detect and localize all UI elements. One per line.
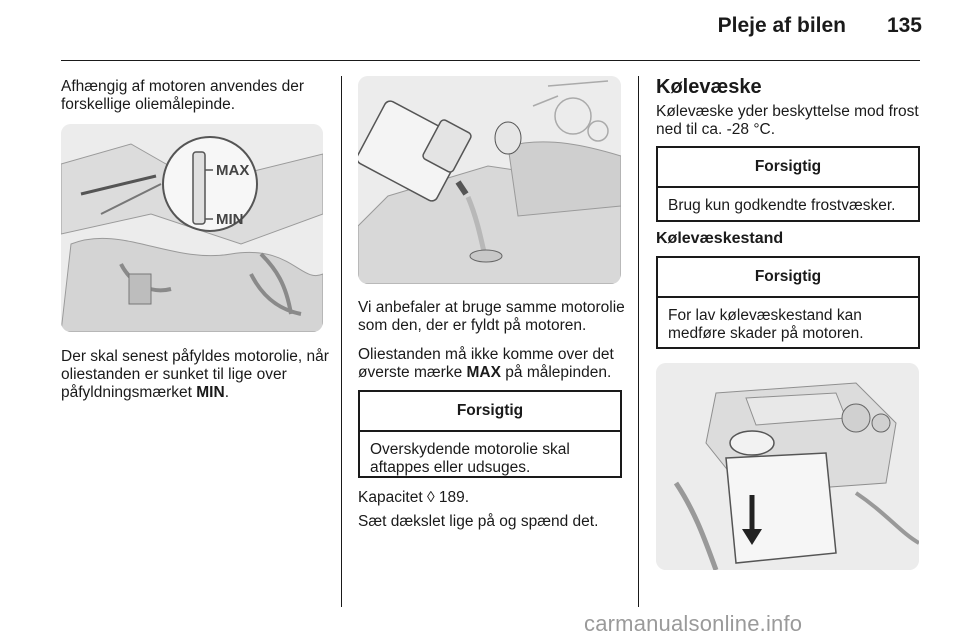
subheading-coolant-level: Kølevæskestand: [656, 230, 784, 247]
caution-box-low-coolant: [656, 256, 920, 349]
cap-paragraph: Sæt dækslet lige på og spænd det.: [358, 513, 599, 530]
min-label: MIN: [216, 211, 244, 228]
engine-dipstick-drawing: [61, 124, 323, 332]
capacity-line: [358, 489, 630, 507]
refill-paragraph: [61, 348, 331, 402]
oil-bottle-pouring-drawing: [358, 76, 621, 284]
column-divider-2: [638, 76, 639, 607]
coolant-intro: Kølevæske yder beskyttelse mod frost ned til ca. -28 °C.: [656, 103, 919, 138]
column-divider-1: [341, 76, 342, 607]
caution-body: For lav kølevæskestand kan medføre skader på motoren.: [668, 307, 864, 342]
page-number: 135: [886, 14, 922, 37]
caution-box-excess-oil: [358, 390, 622, 478]
caution-box-antifreeze: [656, 146, 920, 222]
capacity-label: Kapacitet: [358, 489, 427, 506]
level-end: på målepinden.: [500, 364, 612, 381]
caution-heading: Forsigtig: [658, 148, 918, 188]
min-mark: MIN: [196, 384, 225, 401]
watermark: carmanualsonline.info: [584, 611, 803, 636]
dipstick-intro: Afhængig af motoren anvendes der forskellige oliemålepinde.: [61, 78, 304, 113]
coolant-tank-drawing: [656, 363, 919, 570]
caution-heading: Forsigtig: [658, 258, 918, 298]
coolant-reservoir-illustration: [656, 363, 919, 570]
refill-end: .: [224, 384, 229, 401]
section-title-coolant: Kølevæske: [656, 76, 762, 98]
oil-refill-illustration: [358, 76, 621, 284]
dipstick-illustration: [61, 124, 323, 332]
header-rule: [61, 60, 920, 61]
oil-level-paragraph: [358, 346, 630, 382]
caution-heading: Forsigtig: [360, 392, 620, 432]
page-reference-icon: ◊: [426, 489, 435, 506]
capacity-page-ref: 189.: [434, 489, 470, 506]
refill-text: Der skal senest påfyldes motorolie, når oliestanden er sunket til lige over påfyldningsmærket: [61, 348, 329, 401]
level-text: Oliestanden må ikke komme over det øverste mærke: [358, 346, 614, 381]
running-header-title: Pleje af bilen: [717, 14, 846, 37]
same-oil-paragraph: Vi anbefaler at bruge samme motorolie som den, der er fyldt på motoren.: [358, 299, 625, 334]
max-mark: MAX: [466, 364, 501, 381]
max-label: MAX: [216, 162, 250, 179]
caution-body: Overskydende motorolie skal aftappes eller udsuges.: [370, 441, 570, 476]
caution-body: Brug kun godkendte frostvæsker.: [668, 197, 896, 214]
